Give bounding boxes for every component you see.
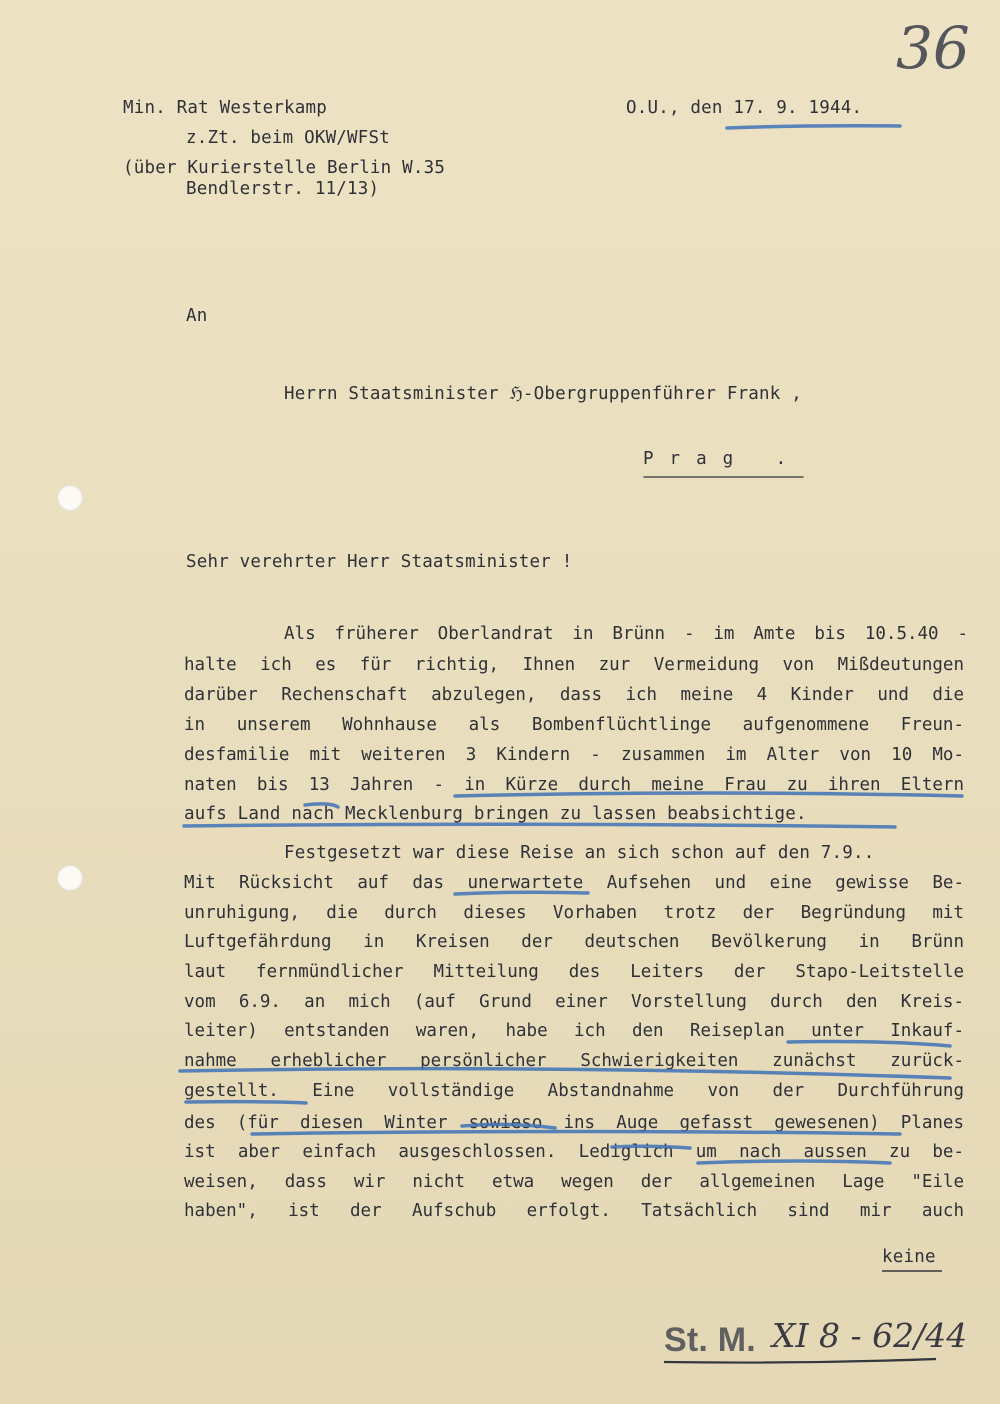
archive-reference-printed: St. M. — [664, 1321, 756, 1359]
paragraph-2-line: leiter) entstanden waren, habe ich den Reiseplan unter Inkauf- — [184, 1021, 964, 1041]
paragraph-2-line: gestellt. Eine vollständige Abstandnahme von der Durchführung — [184, 1081, 964, 1101]
address-prefix: An — [186, 306, 208, 326]
paragraph-2-line: nahme erheblicher persönlicher Schwierigkeiten zunächst zurück- — [184, 1051, 964, 1071]
underline-line-4 — [455, 892, 588, 894]
archive-reference-handwritten: XI 8 - 62/44 — [772, 1316, 968, 1355]
paragraph-1-line: naten bis 13 Jahren - in Kürze durch meine Frau zu ihren Eltern — [184, 775, 964, 795]
recipient-line: Herrn Staatsminister ℌ-Obergruppenführer Frank , — [284, 384, 802, 404]
paragraph-2-line: weisen, dass wir nicht etwa wegen der allgemeinen Lage "Eile — [184, 1172, 964, 1192]
paragraph-2-line: haben", ist der Aufschub erfolgt. Tatsächlich sind mir auch — [184, 1201, 964, 1221]
underline-line-11 — [612, 1146, 690, 1148]
underline-line-6 — [180, 1069, 950, 1078]
paragraph-2-line: des (für diesen Winter sowieso ins Auge gefasst gewesenen) Planes — [184, 1113, 964, 1133]
paragraph-2-line: laut fernmündlicher Mitteilung des Leiters der Stapo-Leitstelle — [184, 962, 964, 982]
underline-line-8 — [252, 1132, 900, 1135]
paragraph-1-line: desfamilie mit weiteren 3 Kindern - zusammen im Alter von 10 Mo- — [184, 745, 964, 765]
catchword: keine — [882, 1247, 936, 1267]
underline-line-9 — [462, 1124, 555, 1128]
paragraph-1-line: aufs Land nach Mecklenburg bringen zu lassen beabsichtige. — [184, 804, 807, 824]
paragraph-1-line: in unserem Wohnhause als Bombenflüchtlinge aufgenommene Freun- — [184, 715, 964, 735]
page-number: 36 — [896, 14, 970, 82]
paragraph-2-line: unruhigung, die durch dieses Vorhaben trotz der Begründung mit — [184, 903, 964, 923]
underline-line-2 — [184, 824, 895, 827]
sender-line-1: Min. Rat Westerkamp — [123, 98, 327, 118]
underline-line-3 — [305, 804, 338, 807]
underline-line-1 — [455, 793, 962, 796]
greeting: Sehr verehrter Herr Staatsminister ! — [186, 552, 573, 572]
paragraph-2-line: vom 6.9. an mich (auf Grund einer Vorstellung durch den Kreis- — [184, 992, 964, 1012]
underline-archive-reference — [664, 1359, 936, 1363]
underline-date — [727, 126, 900, 128]
underline-line-10 — [698, 1161, 890, 1163]
sender-line-4: Bendlerstr. 11/13) — [186, 179, 380, 199]
paragraph-1-line: Als früherer Oberlandrat in Brünn - im Amte bis 10.5.40 - — [284, 624, 968, 644]
paragraph-1-line: darüber Rechenschaft abzulegen, dass ich meine 4 Kinder und die — [184, 685, 964, 705]
date-line: O.U., den 17. 9. 1944. — [626, 98, 863, 118]
underline-line-5 — [788, 1042, 950, 1047]
underline-line-7 — [186, 1102, 306, 1103]
paragraph-2-line: ist aber einfach ausgeschlossen. Lediglich um nach aussen zu be- — [184, 1142, 964, 1162]
paragraph-2-line: Luftgefährdung in Kreisen der deutschen Bevölkerung in Brünn — [184, 932, 964, 952]
paragraph-2-line: Festgesetzt war diese Reise an sich schon auf den 7.9.. — [284, 843, 875, 863]
sender-line-2: z.Zt. beim OKW/WFSt — [186, 128, 390, 148]
paragraph-1-line: halte ich es für richtig, Ihnen zur Vermeidung von Mißdeutungen — [184, 655, 964, 675]
paragraph-2-line: Mit Rücksicht auf das unerwartete Aufsehen und eine gewisse Be- — [184, 873, 964, 893]
recipient-city: Prag . — [643, 449, 803, 469]
sender-line-3: (über Kurierstelle Berlin W.35 — [123, 158, 446, 178]
